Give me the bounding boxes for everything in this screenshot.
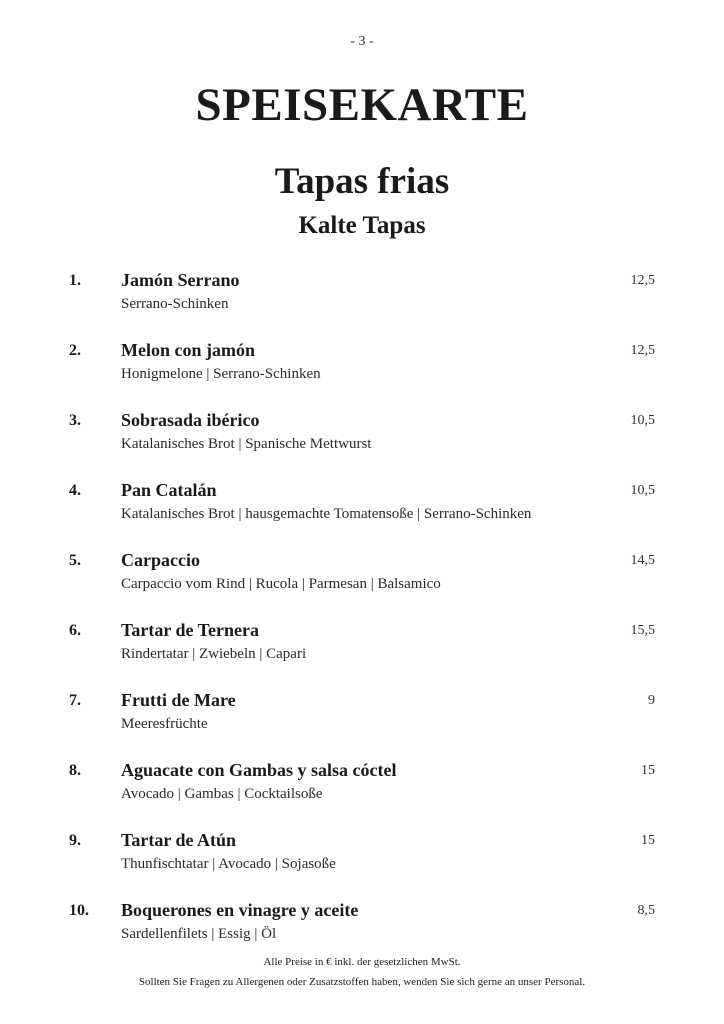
menu-item: [0, 548, 724, 618]
allergen-note: Sollten Sie Fragen zu Allergenen oder Zusatzstoffen haben, wenden Sie sich gerne an unser Personal.: [138, 976, 586, 988]
item-price: 10,5: [630, 413, 655, 428]
item-number: 4.: [69, 482, 81, 499]
item-price: 9: [648, 693, 655, 708]
item-description: Serrano-Schinken: [121, 296, 229, 312]
menu-item: [0, 688, 724, 758]
item-description: Avocado | Gambas | Cocktailsoße: [121, 786, 323, 802]
item-price: 12,5: [630, 343, 655, 358]
menu-item-list: [0, 268, 724, 968]
menu-item: [0, 478, 724, 548]
item-number: 5.: [69, 552, 81, 569]
item-name: Boquerones en vinagre y aceite: [121, 900, 359, 920]
section-subtitle: Kalte Tapas: [298, 212, 426, 239]
section-title: Tapas frias: [274, 161, 450, 202]
item-description: Katalanisches Brot | Spanische Mettwurst: [121, 436, 372, 452]
item-name: Aguacate con Gambas y salsa cóctel: [121, 760, 397, 780]
item-price: 15: [641, 763, 655, 778]
item-name: Tartar de Ternera: [121, 620, 259, 640]
item-name: Jamón Serrano: [121, 270, 240, 290]
menu-item: [0, 268, 724, 338]
menu-item: [0, 618, 724, 688]
item-number: 7.: [69, 692, 81, 709]
page-number: - 3 -: [350, 34, 374, 49]
item-name: Tartar de Atún: [121, 830, 237, 850]
item-name: Sobrasada ibérico: [121, 410, 260, 430]
item-description: Rindertatar | Zwiebeln | Capari: [121, 646, 307, 662]
item-price: 8,5: [637, 903, 655, 918]
menu-item: [0, 758, 724, 828]
item-description: Katalanisches Brot | hausgemachte Tomatensoße | Serrano-Schinken: [121, 506, 532, 522]
item-price: 14,5: [630, 553, 655, 568]
item-name: Frutti de Mare: [121, 690, 236, 710]
item-number: 8.: [69, 762, 81, 779]
menu-title: SPEISEKARTE: [195, 79, 529, 131]
item-description: Thunfischtatar | Avocado | Sojasoße: [121, 856, 336, 872]
item-name: Carpaccio: [121, 550, 200, 570]
item-description: Honigmelone | Serrano-Schinken: [121, 366, 321, 382]
item-number: 6.: [69, 622, 81, 639]
menu-item: [0, 338, 724, 408]
item-description: Carpaccio vom Rind | Rucola | Parmesan | Balsamico: [121, 576, 441, 592]
menu-item: [0, 828, 724, 898]
item-price: 10,5: [630, 483, 655, 498]
menu-item: [0, 408, 724, 478]
item-name: Melon con jamón: [121, 340, 255, 360]
item-number: 9.: [69, 832, 81, 849]
price-note: Alle Preise in € inkl. der gesetzlichen MwSt.: [263, 956, 461, 968]
item-number: 10.: [69, 902, 89, 919]
item-price: 15,5: [630, 623, 655, 638]
item-description: Sardellenfilets | Essig | Öl: [121, 926, 277, 942]
item-description: Meeresfrüchte: [121, 716, 208, 732]
item-number: 3.: [69, 412, 81, 429]
item-price: 15: [641, 833, 655, 848]
item-number: 2.: [69, 342, 81, 359]
item-name: Pan Catalán: [121, 480, 217, 500]
item-number: 1.: [69, 272, 81, 289]
item-price: 12,5: [630, 273, 655, 288]
